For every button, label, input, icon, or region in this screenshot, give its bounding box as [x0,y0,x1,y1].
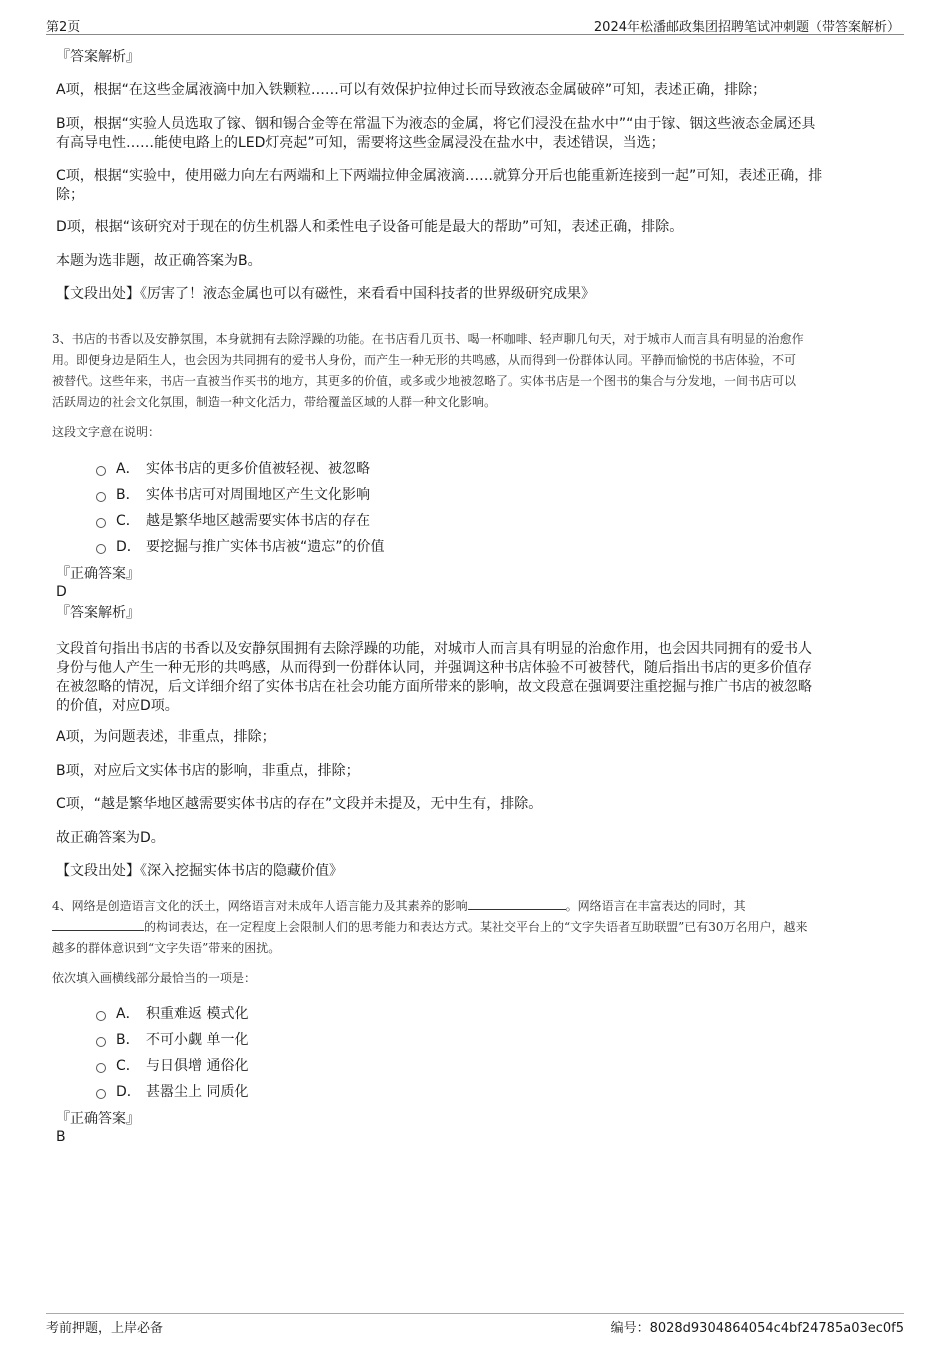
page-number: 第2页 [46,20,81,35]
q3-option-b[interactable]: B． 实体书店可对周围地区产生文化影响 [96,485,370,505]
q2-analysis-d: D项，根据“该研究对于现在的仿生机器人和柔性电子设备可能是最大的帮助”可知，表述正确，排除。 [56,219,684,235]
q2-conclusion: 本题为选非题，故正确答案为B。 [56,253,262,269]
q4-option-a[interactable]: A． 积重难返 模式化 [96,1004,248,1024]
radio-icon[interactable] [96,1089,106,1099]
q3-conclusion: 故正确答案为D。 [56,830,165,846]
q2-source: 【文段出处】《厉害了！液态金属也可以有磁性，来看看中国科技者的世界级研究成果》 [56,286,595,302]
q4-answer-label: 『正确答案』 [56,1111,140,1127]
q3-analysis-label: 『答案解析』 [56,605,140,621]
q3-passage-line3: 被替代。这些年来，书店一直被当作买书的地方，其更多的价值，或多或少地被忽略了。实体书店是一个图书的集合与分发地，一间书店可以 [52,374,797,388]
q3-option-d[interactable]: D． 要挖掘与推广实体书店被“遗忘”的价值 [96,537,385,557]
q2-analysis-a: A项，根据“在这些金属液滴中加入铁颗粒……可以有效保护拉伸过长而导致液态金属破碎”可知，表述正确，排除； [56,82,767,98]
q3-analysis-line2: 身份与他人产生一种无形的共鸣感，从而得到一份群体认同，并强调这种书店体验不可被替代，随后指出书店的更多价值存 [56,660,812,676]
page-footer [46,1313,904,1336]
radio-icon[interactable] [96,1063,106,1073]
fill-blank-1 [468,897,566,910]
q2-analysis-b-line2: 有高导电性……能使电路上的LED灯亮起”可知，需要将这些金属浸没在盐水中，表述错误，当选； [56,135,665,151]
q3-option-a[interactable]: A． 实体书店的更多价值被轻视、被忽略 [96,459,370,479]
radio-icon[interactable] [96,1037,106,1047]
radio-icon[interactable] [96,492,106,502]
q3-answer-label: 『正确答案』 [56,566,140,582]
q4-passage-line1: 4、网络是创造语言文化的沃土，网络语言对未成年人语言能力及其素养的影响 。网络语言在丰富表达的同时，其 [52,899,746,913]
q3-analysis-line1: 文段首句指出书店的书香以及安静氛围拥有去除浮躁的功能，对城市人而言具有明显的治愈作用，也会因共同拥有的爱书人 [56,641,812,657]
q3-passage-line4: 活跃周边的社会文化氛围，制造一种文化活力，带给覆盖区域的人群一种文化影响。 [52,395,497,409]
q2-analysis-c-line2: 除； [56,187,84,203]
q4-passage-line3: 越多的群体意识到“文字失语”带来的困扰。 [52,941,281,955]
footer-slogan: 考前押题，上岸必备 [46,1321,164,1336]
radio-icon[interactable] [96,518,106,528]
q3-option-c[interactable]: C． 越是繁华地区越需要实体书店的存在 [96,511,370,531]
radio-icon[interactable] [96,544,106,554]
document-title: 2024年松潘邮政集团招聘笔试冲刺题（带答案解析） [593,20,900,35]
q3-passage-line2: 用。即便身边是陌生人，也会因为共同拥有的爱书人身份，而产生一种无形的共鸣感，从而得到一份群体认同。平静而愉悦的书店体验，不可 [52,353,797,367]
q3-analysis-a: A项，为问题表述，非重点，排除； [56,729,276,745]
q2-analysis-b-line1: B项，根据“实验人员选取了镓、铟和锡合金等在常温下为液态的金属，将它们浸没在盐水中”“由于镓、铟这些液态金属还具 [56,116,816,132]
page-header [46,14,904,35]
q2-analysis-label: 『答案解析』 [56,49,140,65]
q3-source: 【文段出处】《深入挖掘实体书店的隐藏价值》 [56,863,343,879]
q3-prompt: 这段文字意在说明： [52,425,161,439]
radio-icon[interactable] [96,1011,106,1021]
q3-answer: D [56,584,67,600]
q3-analysis-c: C项，“越是繁华地区越需要实体书店的存在”文段并未提及，无中生有，排除。 [56,796,543,812]
q2-analysis-c-line1: C项，根据“实验中，使用磁力向左右两端和上下两端拉伸金属液滴……就算分开后也能重新连接到一起”可知，表述正确，排 [56,168,823,184]
q3-analysis-line3: 在被忽略的情况，后文详细介绍了实体书店在社会功能方面所带来的影响，故文段意在强调要注重挖掘与推广书店的被忽略 [56,679,812,695]
document-code: 编号：8028d9304864054c4bf24785a03ec0f5 [610,1321,904,1336]
q4-answer: B [56,1129,66,1145]
q3-analysis-line4: 的价值，对应D项。 [56,698,179,714]
q3-passage-line1: 3、书店的书香以及安静氛围，本身就拥有去除浮躁的功能。在书店看几页书、喝一杯咖啡、轻声聊几句天，对于城市人而言具有明显的治愈作 [52,332,804,346]
q4-option-d[interactable]: D． 甚嚣尘上 同质化 [96,1082,248,1102]
q3-analysis-b: B项，对应后文实体书店的影响，非重点，排除； [56,763,360,779]
radio-icon[interactable] [96,466,106,476]
q4-option-c[interactable]: C． 与日俱增 通俗化 [96,1056,248,1076]
q4-option-b[interactable]: B． 不可小觑 单一化 [96,1030,248,1050]
q4-prompt: 依次填入画横线部分最恰当的一项是： [52,971,257,985]
q4-passage-line2: 的构词表达，在一定程度上会限制人们的思考能力和表达方式。某社交平台上的“文字失语者互助联盟”已有30万名用户，越来 [52,917,892,938]
fill-blank-2 [52,918,144,931]
